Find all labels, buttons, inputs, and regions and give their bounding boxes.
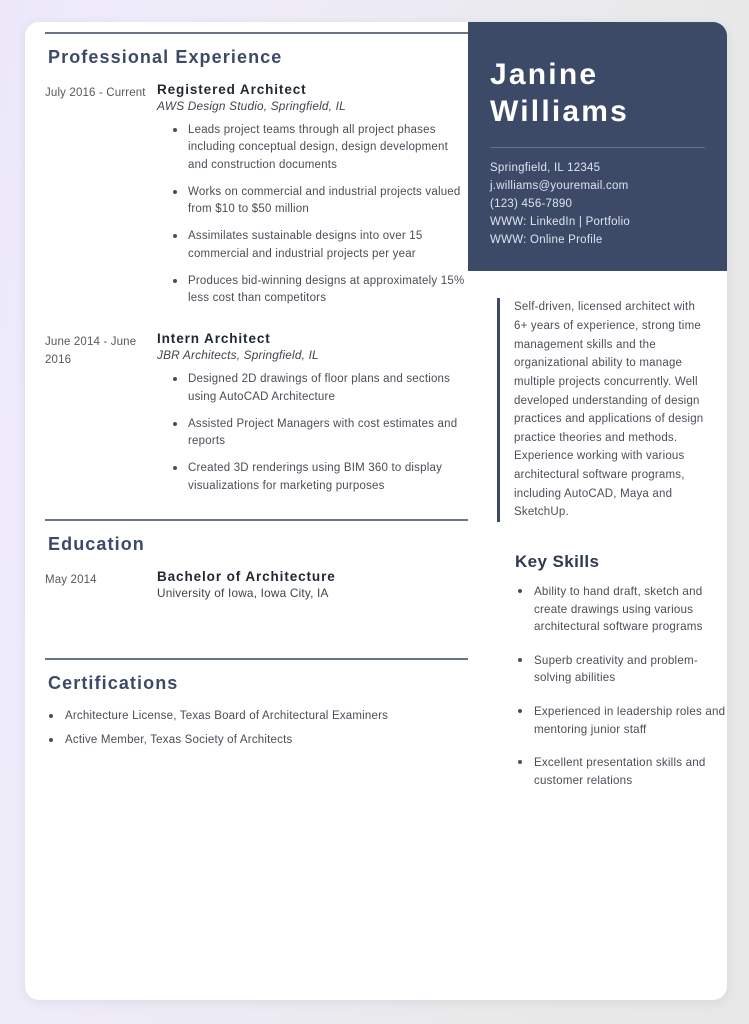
education-entry xyxy=(45,569,468,600)
section-heading-experience: Professional Experience xyxy=(48,47,283,67)
job-bullet-list xyxy=(171,371,468,495)
experience-entry xyxy=(45,82,468,317)
name-divider xyxy=(490,147,705,148)
last-name: Williams xyxy=(490,95,630,129)
job-bullet: Produces bid-winning designs at approximately 15% less cost than competitors xyxy=(171,273,468,308)
experience-body xyxy=(157,331,468,505)
job-bullet: Assisted Project Managers with cost estimates and reports xyxy=(171,416,468,451)
left-column xyxy=(45,22,468,756)
contact-online-profile[interactable]: WWW: Online Profile xyxy=(490,233,603,246)
experience-body xyxy=(157,82,468,317)
experience-date: July 2016 - Current xyxy=(45,87,146,99)
section-heading-key-skills: Key Skills xyxy=(515,551,600,571)
summary-text: Self-driven, licensed architect with 6+ years of experience, strong time management skills and the organizational ability to manage multiple projects concurrently. Well developed understanding of design practices and applications of design practice theories and methods. Experience working with various architectural software programs, including AutoCAD, Maya and SketchUp. xyxy=(514,301,704,519)
contact-links[interactable]: WWW: LinkedIn | Portfolio xyxy=(490,215,631,228)
job-bullet-list xyxy=(171,122,468,307)
first-name: Janine xyxy=(490,58,599,91)
job-bullet: Created 3D renderings using BIM 360 to display visualizations for marketing purposes xyxy=(171,460,468,495)
summary-block xyxy=(497,298,711,522)
section-divider xyxy=(45,32,468,34)
certification-list xyxy=(45,708,468,750)
job-company: JBR Architects, Springfield, IL xyxy=(157,348,319,363)
key-skill-item: Experienced in leadership roles and mentoring junior staff xyxy=(515,703,727,738)
education-body xyxy=(157,569,468,600)
name-header-block xyxy=(468,22,727,271)
job-bullet: Leads project teams through all project phases including conceptual design, design development and construction documents xyxy=(171,122,468,174)
key-skill-list xyxy=(515,583,727,789)
resume-page xyxy=(25,22,727,1000)
job-title: Registered Architect xyxy=(157,82,307,97)
section-divider xyxy=(45,658,468,660)
section-key-skills xyxy=(515,552,727,789)
experience-entry xyxy=(45,331,468,505)
resume-columns xyxy=(25,22,727,1000)
section-divider xyxy=(45,519,468,521)
contact-phone: (123) 456-7890 xyxy=(490,198,573,210)
key-skill-item: Excellent presentation skills and customer relations xyxy=(515,754,727,789)
contact-address: Springfield, IL 12345 xyxy=(490,162,601,175)
key-skill-item: Ability to hand draft, sketch and create drawings using various architectural software programs xyxy=(515,583,727,636)
degree-school: University of Iowa, Iowa City, IA xyxy=(157,585,329,600)
job-bullet: Designed 2D drawings of floor plans and sections using AutoCAD Architecture xyxy=(171,371,468,406)
key-skill-item: Superb creativity and problem-solving abilities xyxy=(515,652,727,687)
education-date: May 2014 xyxy=(45,573,97,586)
section-heading-certifications: Certifications xyxy=(48,672,179,693)
experience-date: June 2014 - June 2016 xyxy=(45,336,137,366)
section-certifications xyxy=(45,658,468,750)
degree-title: Bachelor of Architecture xyxy=(157,568,336,584)
job-bullet: Assimilates sustainable designs into over 15 commercial and industrial projects per year xyxy=(171,228,468,263)
job-company: AWS Design Studio, Springfield, IL xyxy=(157,99,346,113)
contact-email[interactable]: j.williams@youremail.com xyxy=(490,180,629,193)
job-title: Intern Architect xyxy=(157,331,271,347)
certification-item: Active Member, Texas Society of Architects xyxy=(45,732,468,749)
right-column xyxy=(468,22,727,805)
section-professional-experience xyxy=(45,22,468,505)
section-education xyxy=(45,519,468,600)
job-bullet: Works on commercial and industrial projects valued from $10 to $50 million xyxy=(171,184,468,219)
section-heading-education: Education xyxy=(48,533,145,554)
certification-item: Architecture License, Texas Board of Architectural Examiners xyxy=(45,708,468,725)
